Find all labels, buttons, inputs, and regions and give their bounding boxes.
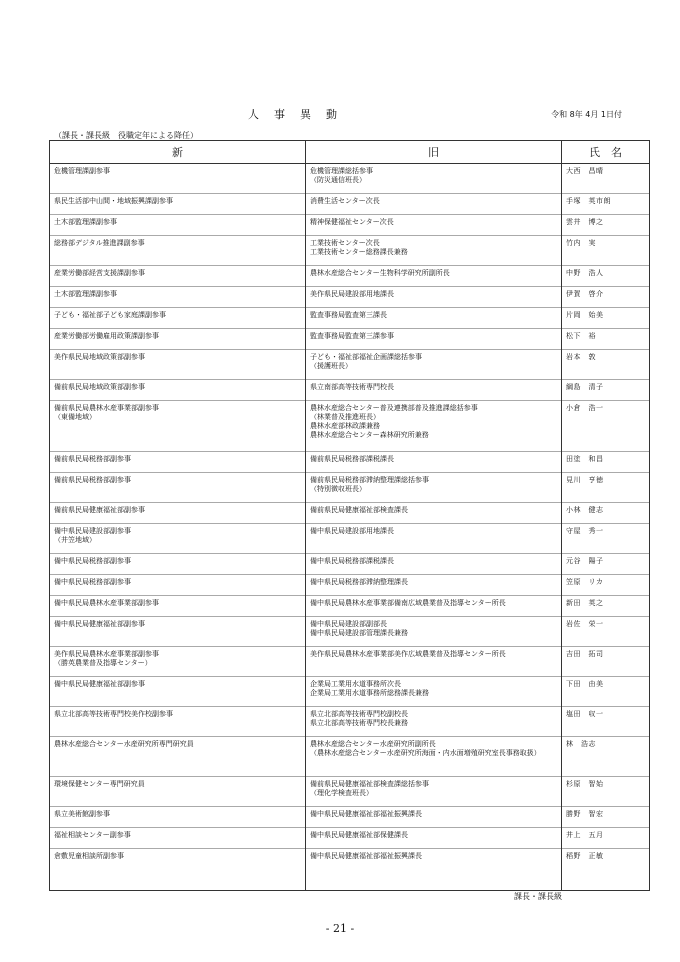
new-position-cell: 備前県民局農林水産事業部副参事 （東備地域） <box>50 401 306 452</box>
table-row <box>50 194 650 215</box>
new-position-cell: 産業労働部経営支援課副参事 <box>50 266 306 287</box>
table-row <box>50 401 650 452</box>
new-position-cell: 備中県民局税務部副参事 <box>50 575 306 596</box>
name: 松下 裕 <box>562 329 650 350</box>
new-position-cell: 備前県民局税務部副参事 <box>50 452 306 473</box>
page-number: - 21 - <box>325 922 355 935</box>
old-position-cell: 美作県民局農林水産事業部美作広域農業普及指導センター所長 <box>306 647 562 677</box>
name: 雲井 博之 <box>562 215 650 236</box>
name: 見川 亨徳 <box>562 473 650 503</box>
table-row <box>50 828 650 849</box>
column-header-old: 旧 <box>306 141 562 164</box>
table-row <box>50 849 650 891</box>
name: 綱島 清子 <box>562 380 650 401</box>
new-position-cell: 環境保健センター専門研究員 <box>50 777 306 807</box>
old-position-cell: 消費生活センター次長 <box>306 194 562 215</box>
table-row <box>50 737 650 777</box>
name: 林 浩志 <box>562 737 650 777</box>
name: 勝野 智宏 <box>562 807 650 828</box>
old-position-cell: 備中県民局健康福祉部福祉振興課長 <box>306 849 562 891</box>
old-position-cell: 農林水産総合センター普及連携部普及推進課総括参事 （林業普及推進班長） 農林水産部林政課兼務 農林水産総合センター森林研究所兼務 <box>306 401 562 452</box>
table-row <box>50 266 650 287</box>
name: 小倉 浩一 <box>562 401 650 452</box>
table-row <box>50 777 650 807</box>
table-row <box>50 554 650 575</box>
new-position-cell: 子ども・福祉部子ども家庭課副参事 <box>50 308 306 329</box>
old-position-cell: 監査事務局監査第三課参事 <box>306 329 562 350</box>
name: 新田 英之 <box>562 596 650 617</box>
new-position-cell: 美作県民局農林水産事業部副参事 （勝英農業普及指導センター） <box>50 647 306 677</box>
old-position-cell: 監査事務局監査第三課長 <box>306 308 562 329</box>
name: 笠原 リカ <box>562 575 650 596</box>
name: 中野 浩人 <box>562 266 650 287</box>
table-row <box>50 524 650 554</box>
new-position-cell: 危機管理課副参事 <box>50 164 306 194</box>
old-position-cell: 精神保健福祉センター次長 <box>306 215 562 236</box>
new-position-cell: 県立美術館副参事 <box>50 807 306 828</box>
personnel-table <box>49 140 650 891</box>
new-position-cell: 農林水産総合センター水産研究所専門研究員 <box>50 737 306 777</box>
table-row <box>50 707 650 737</box>
old-position-cell: 備中県民局税務部課税課長 <box>306 554 562 575</box>
new-position-cell: 備前県民局健康福祉部副参事 <box>50 503 306 524</box>
name: 大西 昌晴 <box>562 164 650 194</box>
table-row <box>50 617 650 647</box>
old-position-cell: 備前県民局健康福祉部検査課長 <box>306 503 562 524</box>
old-position-cell: 備前県民局税務部課税課長 <box>306 452 562 473</box>
page-title: 人事異動 <box>248 108 352 121</box>
new-position-cell: 備中県民局健康福祉部副参事 <box>50 677 306 707</box>
issue-date: 令和 8年 4月 1日付 <box>551 110 622 119</box>
section-subtitle: （課長・課長級 役職定年による降任） <box>54 131 198 140</box>
column-header-new: 新 <box>50 141 306 164</box>
new-position-cell: 備中県民局健康福祉部副参事 <box>50 617 306 647</box>
column-header-name: 氏 名 <box>562 141 650 164</box>
old-position-cell: 備中県民局建設部副部長 備中県民局建設部管理課長兼務 <box>306 617 562 647</box>
table-row <box>50 164 650 194</box>
new-position-cell: 備前県民局税務部副参事 <box>50 473 306 503</box>
name: 塩田 収一 <box>562 707 650 737</box>
table-row <box>50 380 650 401</box>
old-position-cell: 備中県民局健康福祉部福祉振興課長 <box>306 807 562 828</box>
name: 杉原 智始 <box>562 777 650 807</box>
old-position-cell: 備前県民局健康福祉部検査課総括参事 （理化学検査班長） <box>306 777 562 807</box>
old-position-cell: 備中県民局農林水産事業部備南広域農業普及指導センター所長 <box>306 596 562 617</box>
new-position-cell: 備前県民局地域政策部副参事 <box>50 380 306 401</box>
name: 井上 五月 <box>562 828 650 849</box>
name: 竹内 実 <box>562 236 650 266</box>
old-position-cell: 備前県民局税務部滞納整理課総括参事 （特別徴収班長） <box>306 473 562 503</box>
table-row <box>50 236 650 266</box>
new-position-cell: 土木部監理課副参事 <box>50 215 306 236</box>
footnote: 課長・課長級 <box>514 892 562 901</box>
name: 伊賀 啓介 <box>562 287 650 308</box>
table-row <box>50 473 650 503</box>
table-row <box>50 287 650 308</box>
table-row <box>50 596 650 617</box>
name: 小林 健志 <box>562 503 650 524</box>
new-position-cell: 総務部デジタル推進課副参事 <box>50 236 306 266</box>
new-position-cell: 備中県民局税務部副参事 <box>50 554 306 575</box>
name: 元谷 陽子 <box>562 554 650 575</box>
name: 田塗 和昌 <box>562 452 650 473</box>
old-position-cell: 子ども・福祉部福祉企画課総括参事 （援護班長） <box>306 350 562 380</box>
table-row <box>50 677 650 707</box>
name: 守屋 秀一 <box>562 524 650 554</box>
old-position-cell: 県立南部高等技術専門校長 <box>306 380 562 401</box>
table-row <box>50 350 650 380</box>
new-position-cell: 倉敷児童相談所副参事 <box>50 849 306 891</box>
table-row <box>50 575 650 596</box>
old-position-cell: 農林水産総合センター生物科学研究所副所長 <box>306 266 562 287</box>
name: 吉田 拓司 <box>562 647 650 677</box>
new-position-cell: 備中県民局建設部副参事 （井笠地域） <box>50 524 306 554</box>
name: 手塚 英市朗 <box>562 194 650 215</box>
name: 片岡 始美 <box>562 308 650 329</box>
new-position-cell: 土木部監理課副参事 <box>50 287 306 308</box>
table-body <box>50 164 650 891</box>
old-position-cell: 県立北部高等技術専門校副校長 県立北部高等技術専門校長兼務 <box>306 707 562 737</box>
table-row <box>50 452 650 473</box>
old-position-cell: 農林水産総合センター水産研究所副所長 （農林水産総合センター水産研究所海面・内水面増殖研究室長事務取扱） <box>306 737 562 777</box>
old-position-cell: 備中県民局建設部用地課長 <box>306 524 562 554</box>
table-row <box>50 215 650 236</box>
name: 稻野 正敏 <box>562 849 650 891</box>
old-position-cell: 美作県民局建設部用地課長 <box>306 287 562 308</box>
new-position-cell: 備中県民局農林水産事業部副参事 <box>50 596 306 617</box>
table-row <box>50 503 650 524</box>
new-position-cell: 福祉相談センター副参事 <box>50 828 306 849</box>
name: 岩本 敦 <box>562 350 650 380</box>
old-position-cell: 備中県民局健康福祉部保健課長 <box>306 828 562 849</box>
table-row <box>50 308 650 329</box>
table-row <box>50 329 650 350</box>
new-position-cell: 美作県民局地域政策部副参事 <box>50 350 306 380</box>
old-position-cell: 備中県民局税務部滞納整理課長 <box>306 575 562 596</box>
new-position-cell: 県立北部高等技術専門校美作校副参事 <box>50 707 306 737</box>
table-row <box>50 647 650 677</box>
new-position-cell: 産業労働部労働雇用政策課副参事 <box>50 329 306 350</box>
old-position-cell: 企業局工業用水道事務所次長 企業局工業用水道事務所総務課長兼務 <box>306 677 562 707</box>
name: 岩佐 栄一 <box>562 617 650 647</box>
new-position-cell: 県民生活部中山間・地域振興課副参事 <box>50 194 306 215</box>
name: 下田 由美 <box>562 677 650 707</box>
old-position-cell: 工業技術センター次長 工業技術センター総務課長兼務 <box>306 236 562 266</box>
table-header-row <box>50 141 650 164</box>
old-position-cell: 危機管理課総括参事 （防災通信班長） <box>306 164 562 194</box>
table-row <box>50 807 650 828</box>
